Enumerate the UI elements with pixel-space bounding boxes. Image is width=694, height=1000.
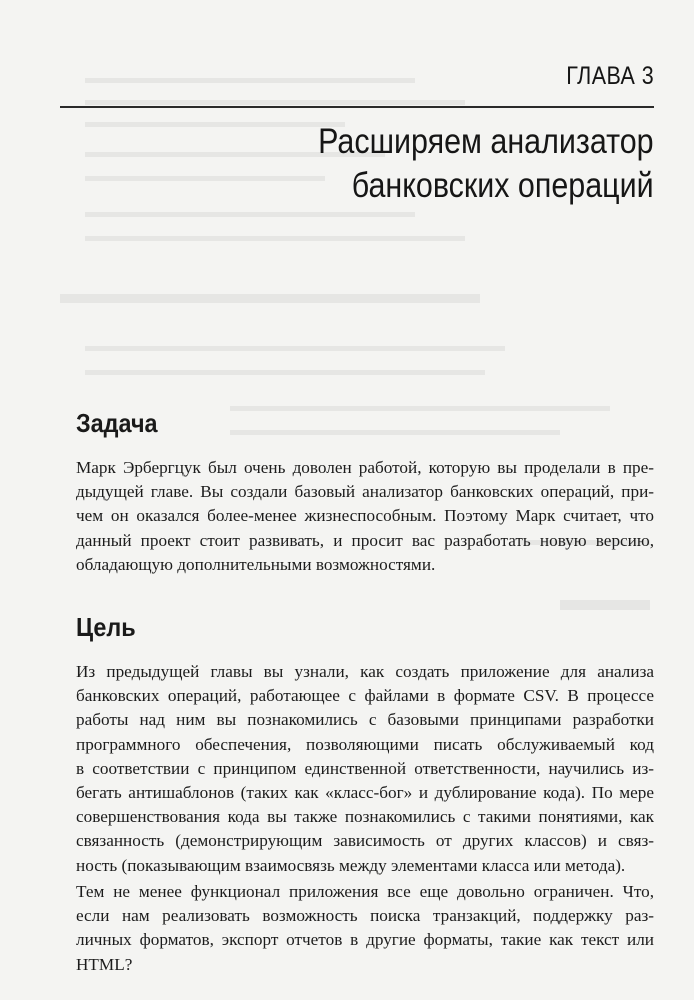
text-line: ность (показывающим взаимосвязь между элементами класса или метода).	[76, 855, 626, 875]
text-line: если нам реализовать возможность поиска транзакций, поддержку раз-	[76, 906, 654, 926]
chapter-title	[319, 120, 654, 208]
text-line: Марк Эрбергцук был очень доволен работой, которую вы проделали в пре-	[76, 458, 654, 477]
text-line: связанность (демонстрирующим зависимость от других классов) и связ-	[76, 831, 654, 851]
goal-paragraph-1	[76, 660, 654, 878]
chapter-label: ГЛАВА 3	[566, 62, 654, 90]
text-line: Из предыдущей главы вы узнали, как создать приложение для анализа	[76, 662, 654, 681]
section-heading-goal: Цель	[76, 612, 136, 642]
task-paragraph	[76, 456, 654, 577]
text-line: дыдущей главе. Вы создали базовый анализатор банковских операций, при-	[76, 482, 654, 502]
text-line: в соответствии с принципом единственной ответственности, научились из-	[76, 758, 654, 778]
text-line: совершенствования кода вы также познакомились с такими понятиями, как	[76, 807, 654, 827]
text-line: чем он оказался более-менее жизнеспособным. Поэтому Марк считает, что	[76, 506, 654, 526]
goal-paragraph-2	[76, 880, 654, 977]
text-line: обладающую дополнительными возможностями.	[76, 554, 436, 574]
chapter-divider	[60, 106, 654, 108]
text-line: бегать антишаблонов (таких как «класс-бог» и дублирование кода). По мере	[76, 783, 654, 803]
section-heading-task: Задача	[76, 408, 158, 438]
text-line: Тем не менее функционал приложения все еще довольно ограничен. Что,	[76, 882, 654, 901]
text-line: данный проект стоит развивать, и просит вас разработать новую версию,	[76, 530, 654, 550]
text-line: программного обеспечения, позволяющими писать обслуживаемый код	[76, 734, 654, 754]
text-line: личных форматов, экспорт отчетов в другие форматы, такие как текст или	[76, 930, 654, 950]
chapter-title-line: банковских операций	[352, 166, 654, 205]
text-line: работы над ним вы познакомились с базовыми принципами разработки	[76, 710, 654, 730]
text-line: банковских операций, работающее с файлами в формате CSV. В процессе	[76, 686, 654, 706]
text-line: HTML?	[76, 954, 133, 974]
chapter-title-line: Расширяем анализатор	[318, 122, 654, 161]
